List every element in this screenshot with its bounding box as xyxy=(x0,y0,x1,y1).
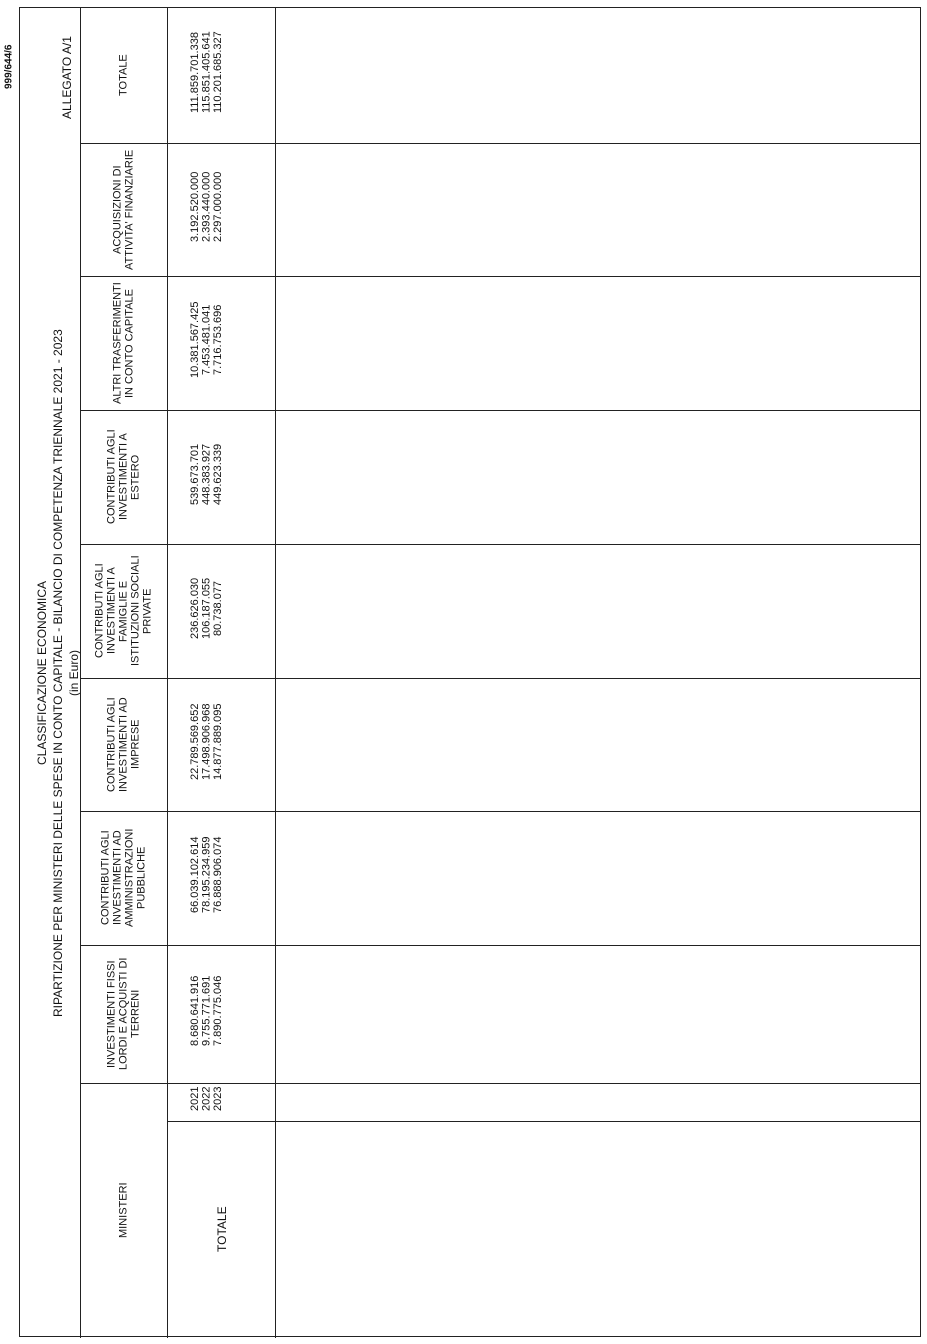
cell-contributi-famiglie xyxy=(190,544,250,678)
value: 2.393.440.000 xyxy=(200,171,213,242)
value: 10.381.567.425 xyxy=(189,301,201,379)
row-label-totale: TOTALE xyxy=(215,1206,229,1253)
header-contributi-estero: CONTRIBUTI AGLI INVESTIMENTI A ESTERO xyxy=(105,429,142,525)
divider xyxy=(167,8,168,1338)
value: 17.498.906.968 xyxy=(200,703,213,780)
header-contributi-famiglie: CONTRIBUTI AGLI INVESTIMENTI A FAMIGLIE E ISTITUZIONI SOCIALI PRIVATE xyxy=(93,555,154,667)
title-line-1: CLASSIFICAZIONE ECONOMICA xyxy=(35,580,49,766)
value: 448.383.927 xyxy=(200,443,213,505)
year: 2023 xyxy=(212,1086,224,1112)
value: 80.738.077 xyxy=(212,580,224,636)
year: 2022 xyxy=(200,1086,213,1112)
value: 66.039.102.614 xyxy=(189,836,201,914)
value: 7.716.753.696 xyxy=(212,304,224,376)
cell-contributi-ap xyxy=(190,811,250,945)
value: 9.755.771.691 xyxy=(200,975,213,1047)
value: 115.851.405.641 xyxy=(200,31,213,114)
value: 110.201.685.327 xyxy=(212,31,224,114)
row-divider xyxy=(167,1121,921,1122)
cell-totale xyxy=(190,8,250,143)
header-acquisizioni: ACQUISIZIONI DI ATTIVITA' FINANZIARIE xyxy=(111,149,136,270)
page-title xyxy=(36,8,80,1338)
value: 449.623.339 xyxy=(212,443,224,505)
title-line-3: (in Euro) xyxy=(67,650,81,697)
header-altri-trasferimenti: ALTRI TRASFERIMENTI IN CONTO CAPITALE xyxy=(111,282,136,404)
cell-contributi-estero xyxy=(190,410,250,544)
year: 2021 xyxy=(189,1086,201,1112)
page-code: 999/644/6 xyxy=(3,44,15,90)
allegato-label: ALLEGATO A/1 xyxy=(60,36,74,120)
value: 7.453.481.041 xyxy=(200,304,213,376)
cell-altri-trasferimenti xyxy=(190,276,250,410)
value: 2.297.000.000 xyxy=(212,171,224,242)
cell-contributi-imprese xyxy=(190,678,250,811)
cell-acquisizioni xyxy=(190,143,250,276)
header-investimenti: INVESTIMENTI FISSI LORDI E ACQUISTI DI TERRENI xyxy=(105,957,142,1071)
cell-years xyxy=(190,1083,250,1121)
divider xyxy=(275,8,276,1338)
value: 236.626.030 xyxy=(189,577,201,639)
value: 539.673.701 xyxy=(189,443,201,505)
value: 76.888.906.074 xyxy=(212,836,224,914)
header-ministeri: MINISTERI xyxy=(117,1182,130,1239)
value: 7.890.775.046 xyxy=(212,975,224,1047)
cell-investimenti xyxy=(190,945,250,1083)
value: 8.680.641.916 xyxy=(189,975,201,1047)
value: 78.195.234.959 xyxy=(200,836,213,914)
value: 22.789.569.652 xyxy=(189,703,201,780)
value: 106.187.055 xyxy=(200,577,213,639)
table-frame xyxy=(19,7,921,1337)
value: 3.192.520.000 xyxy=(189,171,201,242)
header-contributi-ap: CONTRIBUTI AGLI INVESTIMENTI AD AMMINISTRAZIONI PUBBLICHE xyxy=(99,828,148,928)
title-line-2: RIPARTIZIONE PER MINISTERI DELLE SPESE IN CONTO CAPITALE - BILANCIO DI COMPETENZA TRIENNALE 2021 - 2023 xyxy=(51,329,65,1017)
value: 14.877.889.095 xyxy=(212,703,224,780)
header-totale: TOTALE xyxy=(117,54,130,97)
value: 111.859.701.338 xyxy=(189,32,201,113)
header-contributi-imprese: CONTRIBUTI AGLI INVESTIMENTI AD IMPRESE xyxy=(105,697,142,792)
